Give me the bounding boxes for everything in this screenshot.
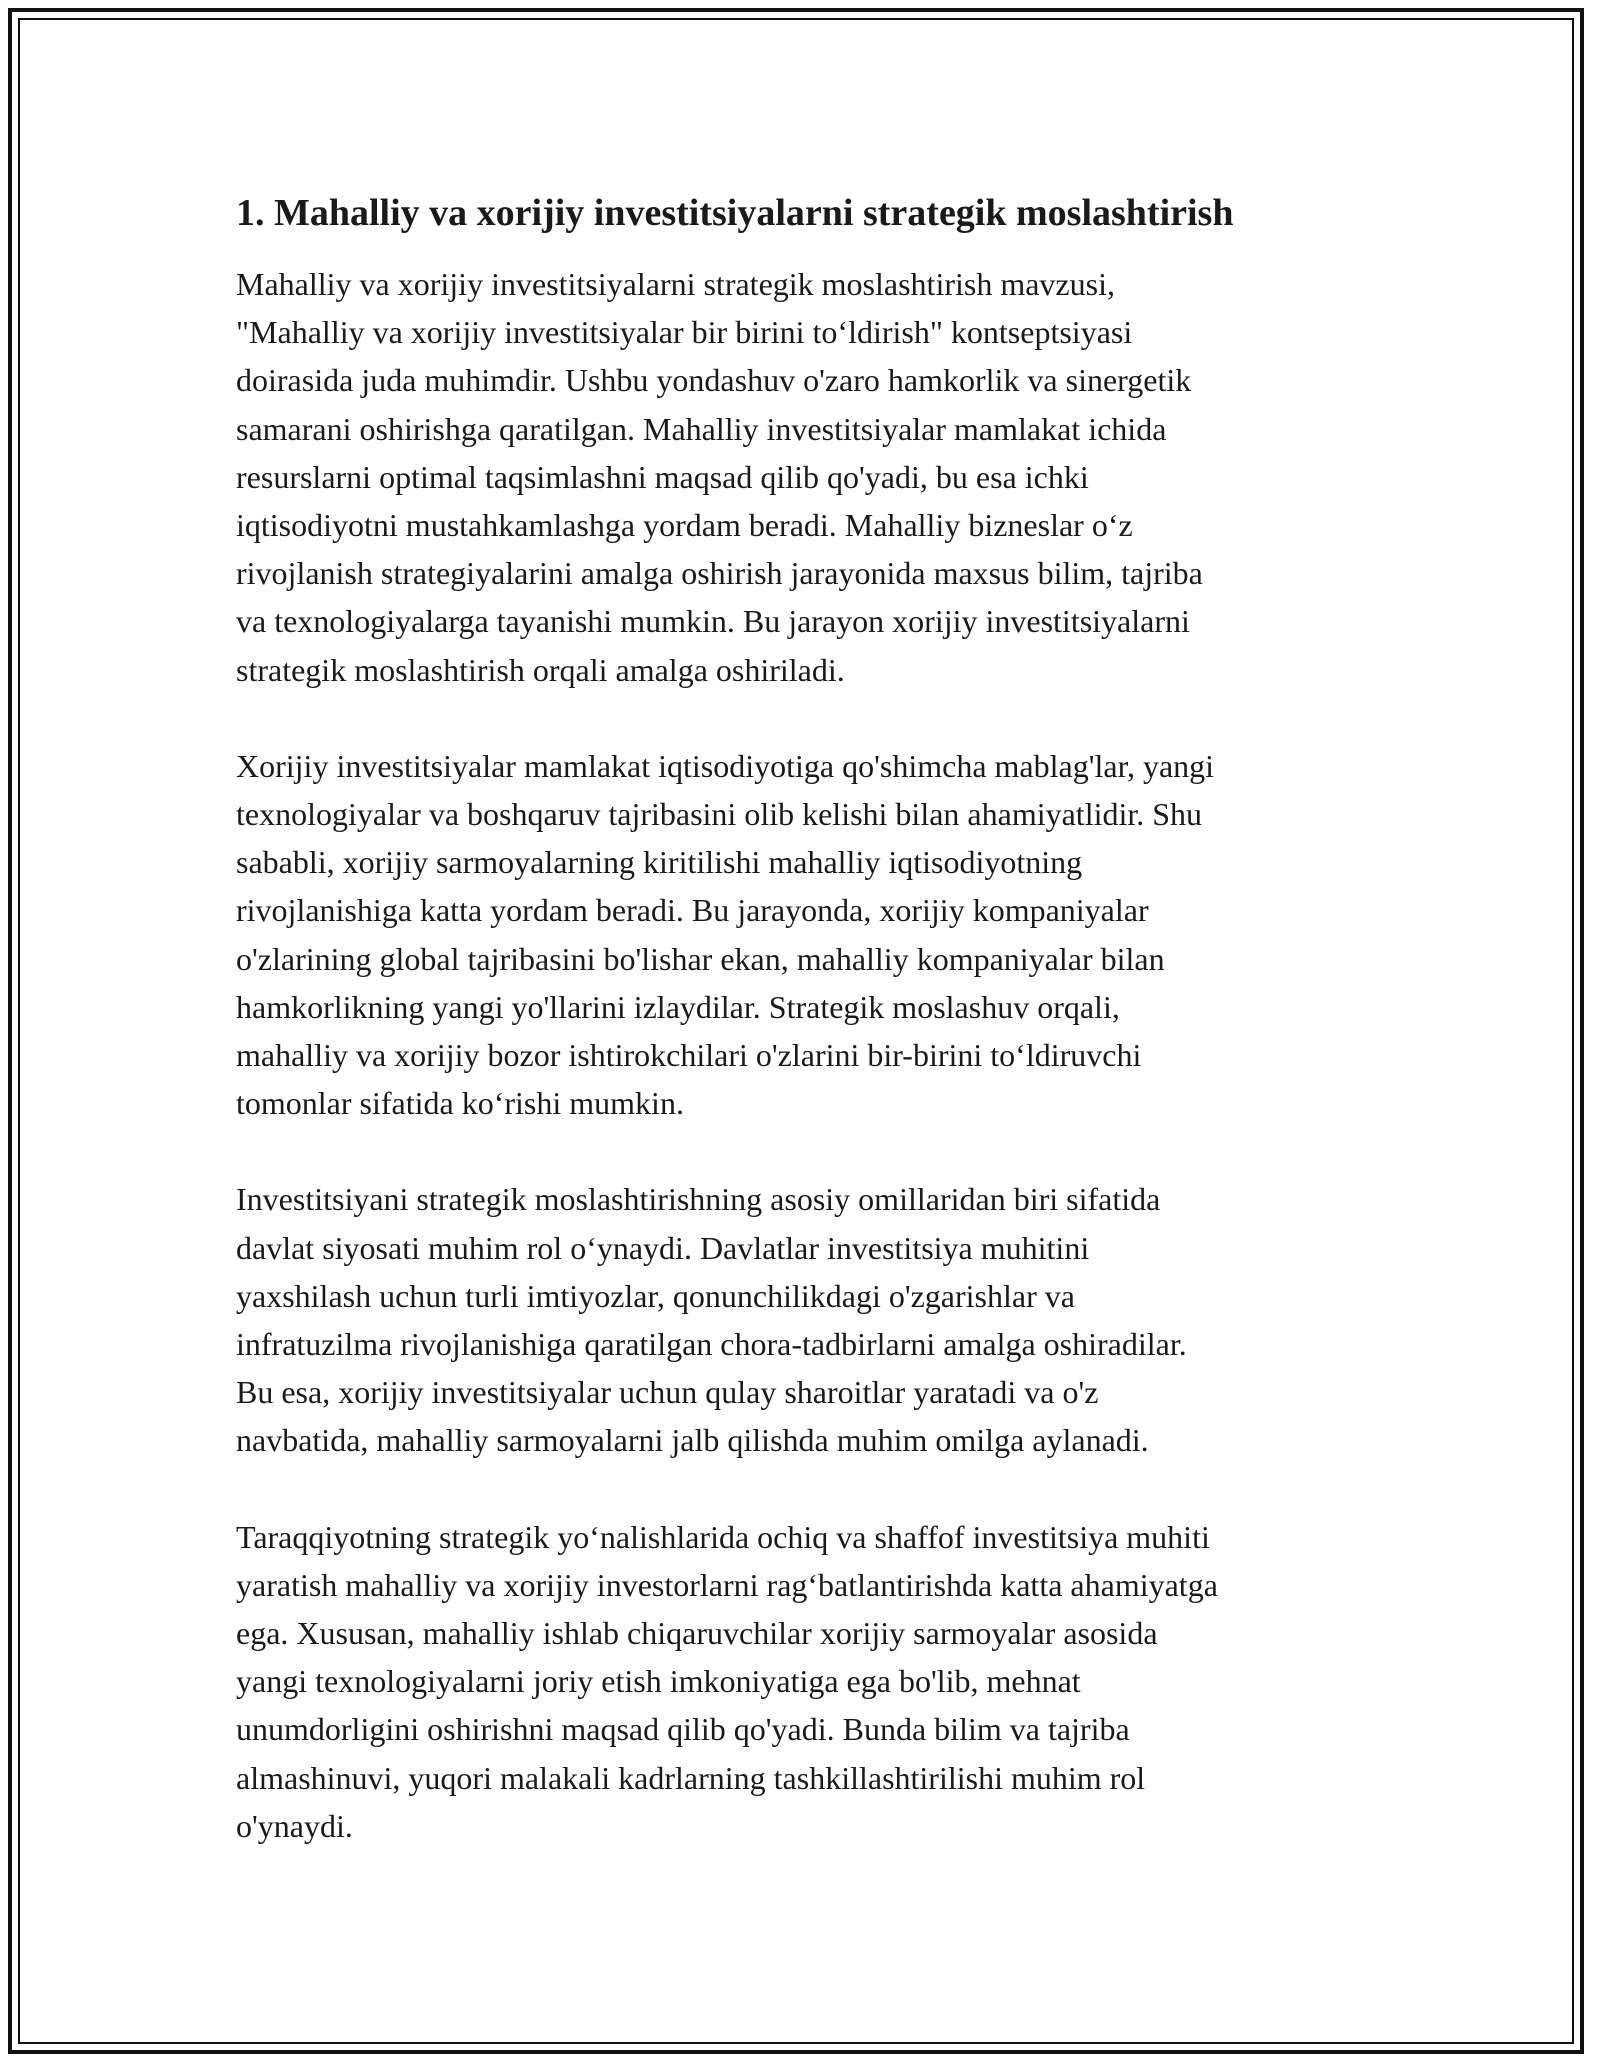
section-heading: 1. Mahalliy va xorijiy investitsiyalarni strategik moslashtirish [236,192,1234,234]
paragraph-4: Taraqqiyotning strategik yo‘nalishlarida ochiq va shaffof investitsiya muhiti yaratish mahalliy va xorijiy investorlarni rag‘batlantirishda katta ahamiyatga ega. Xususan, mahalliy ishlab chiqaruvchilar xorijiy sarmoyalar asosida yangi texnologiyalarni joriy etish imkoniyatiga ega bo'lib, mehnat unumdorligini oshirishni maqsad qilib qo'yadi. Bunda bilim va tajriba almashinuvi, yuqori malakali kadrlarning tashkillashtirilishi muhim rol o'ynaydi. [236,1518,1218,1844]
document-body [236,186,1386,1898]
paragraph-2: Xorijiy investitsiyalar mamlakat iqtisodiyotiga qo'shimcha mablag'lar, yangi texnologiyalar va boshqaruv tajribasini olib kelishi bilan ahamiyatlidir. Shu sababli, xorijiy sarmoyalarning kiritilishi mahalliy iqtisodiyotning rivojlanishiga katta yordam beradi. Bu jarayonda, xorijiy kompaniyalar o'zlarining global tajribasini bo'lishar ekan, mahalliy kompaniyalar bilan hamkorlikning yangi yo'llarini izlaydilar. Strategik moslashuv orqali, mahalliy va xorijiy bozor ishtirokchilari o'zlarini bir-birini to‘ldiruvchi tomonlar sifatida ko‘rishi mumkin. [236,747,1215,1122]
paragraph-1: Mahalliy va xorijiy investitsiyalarni strategik moslashtirish mavzusi, "Mahalliy va xorijiy investitsiyalar bir birini to‘ldirish" kontseptsiyasi doirasida juda muhimdir. Ushbu yondashuv o'zaro hamkorlik va sinergetik samarani oshirishga qaratilgan. Mahalliy investitsiyalar mamlakat ichida resurslarni optimal taqsimlashni maqsad qilib qo'yadi, bu esa ichki iqtisodiyotni mustahkamlashga yordam beradi. Mahalliy bizneslar o‘z rivojlanish strategiyalarini amalga oshirish jarayonida maxsus bilim, tajriba va texnologiyalarga tayanishi mumkin. Bu jarayon xorijiy investitsiyalarni strategik moslashtirish orqali amalga oshiriladi. [236,266,1203,688]
paragraph-3: Investitsiyani strategik moslashtirishning asosiy omillaridan biri sifatida davlat siyosati muhim rol o‘ynaydi. Davlatlar investitsiya muhitini yaxshilash uchun turli imtiyozlar, qonunchilikdagi o'zgarishlar va infratuzilma rivojlanishiga qaratilgan chora-tadbirlarni amalga oshiradilar. Bu esa, xorijiy investitsiyalar uchun qulay sharoitlar yaratadi va o'z navbatida, mahalliy sarmoyalarni jalb qilishda muhim omilga aylanadi. [236,1181,1187,1459]
